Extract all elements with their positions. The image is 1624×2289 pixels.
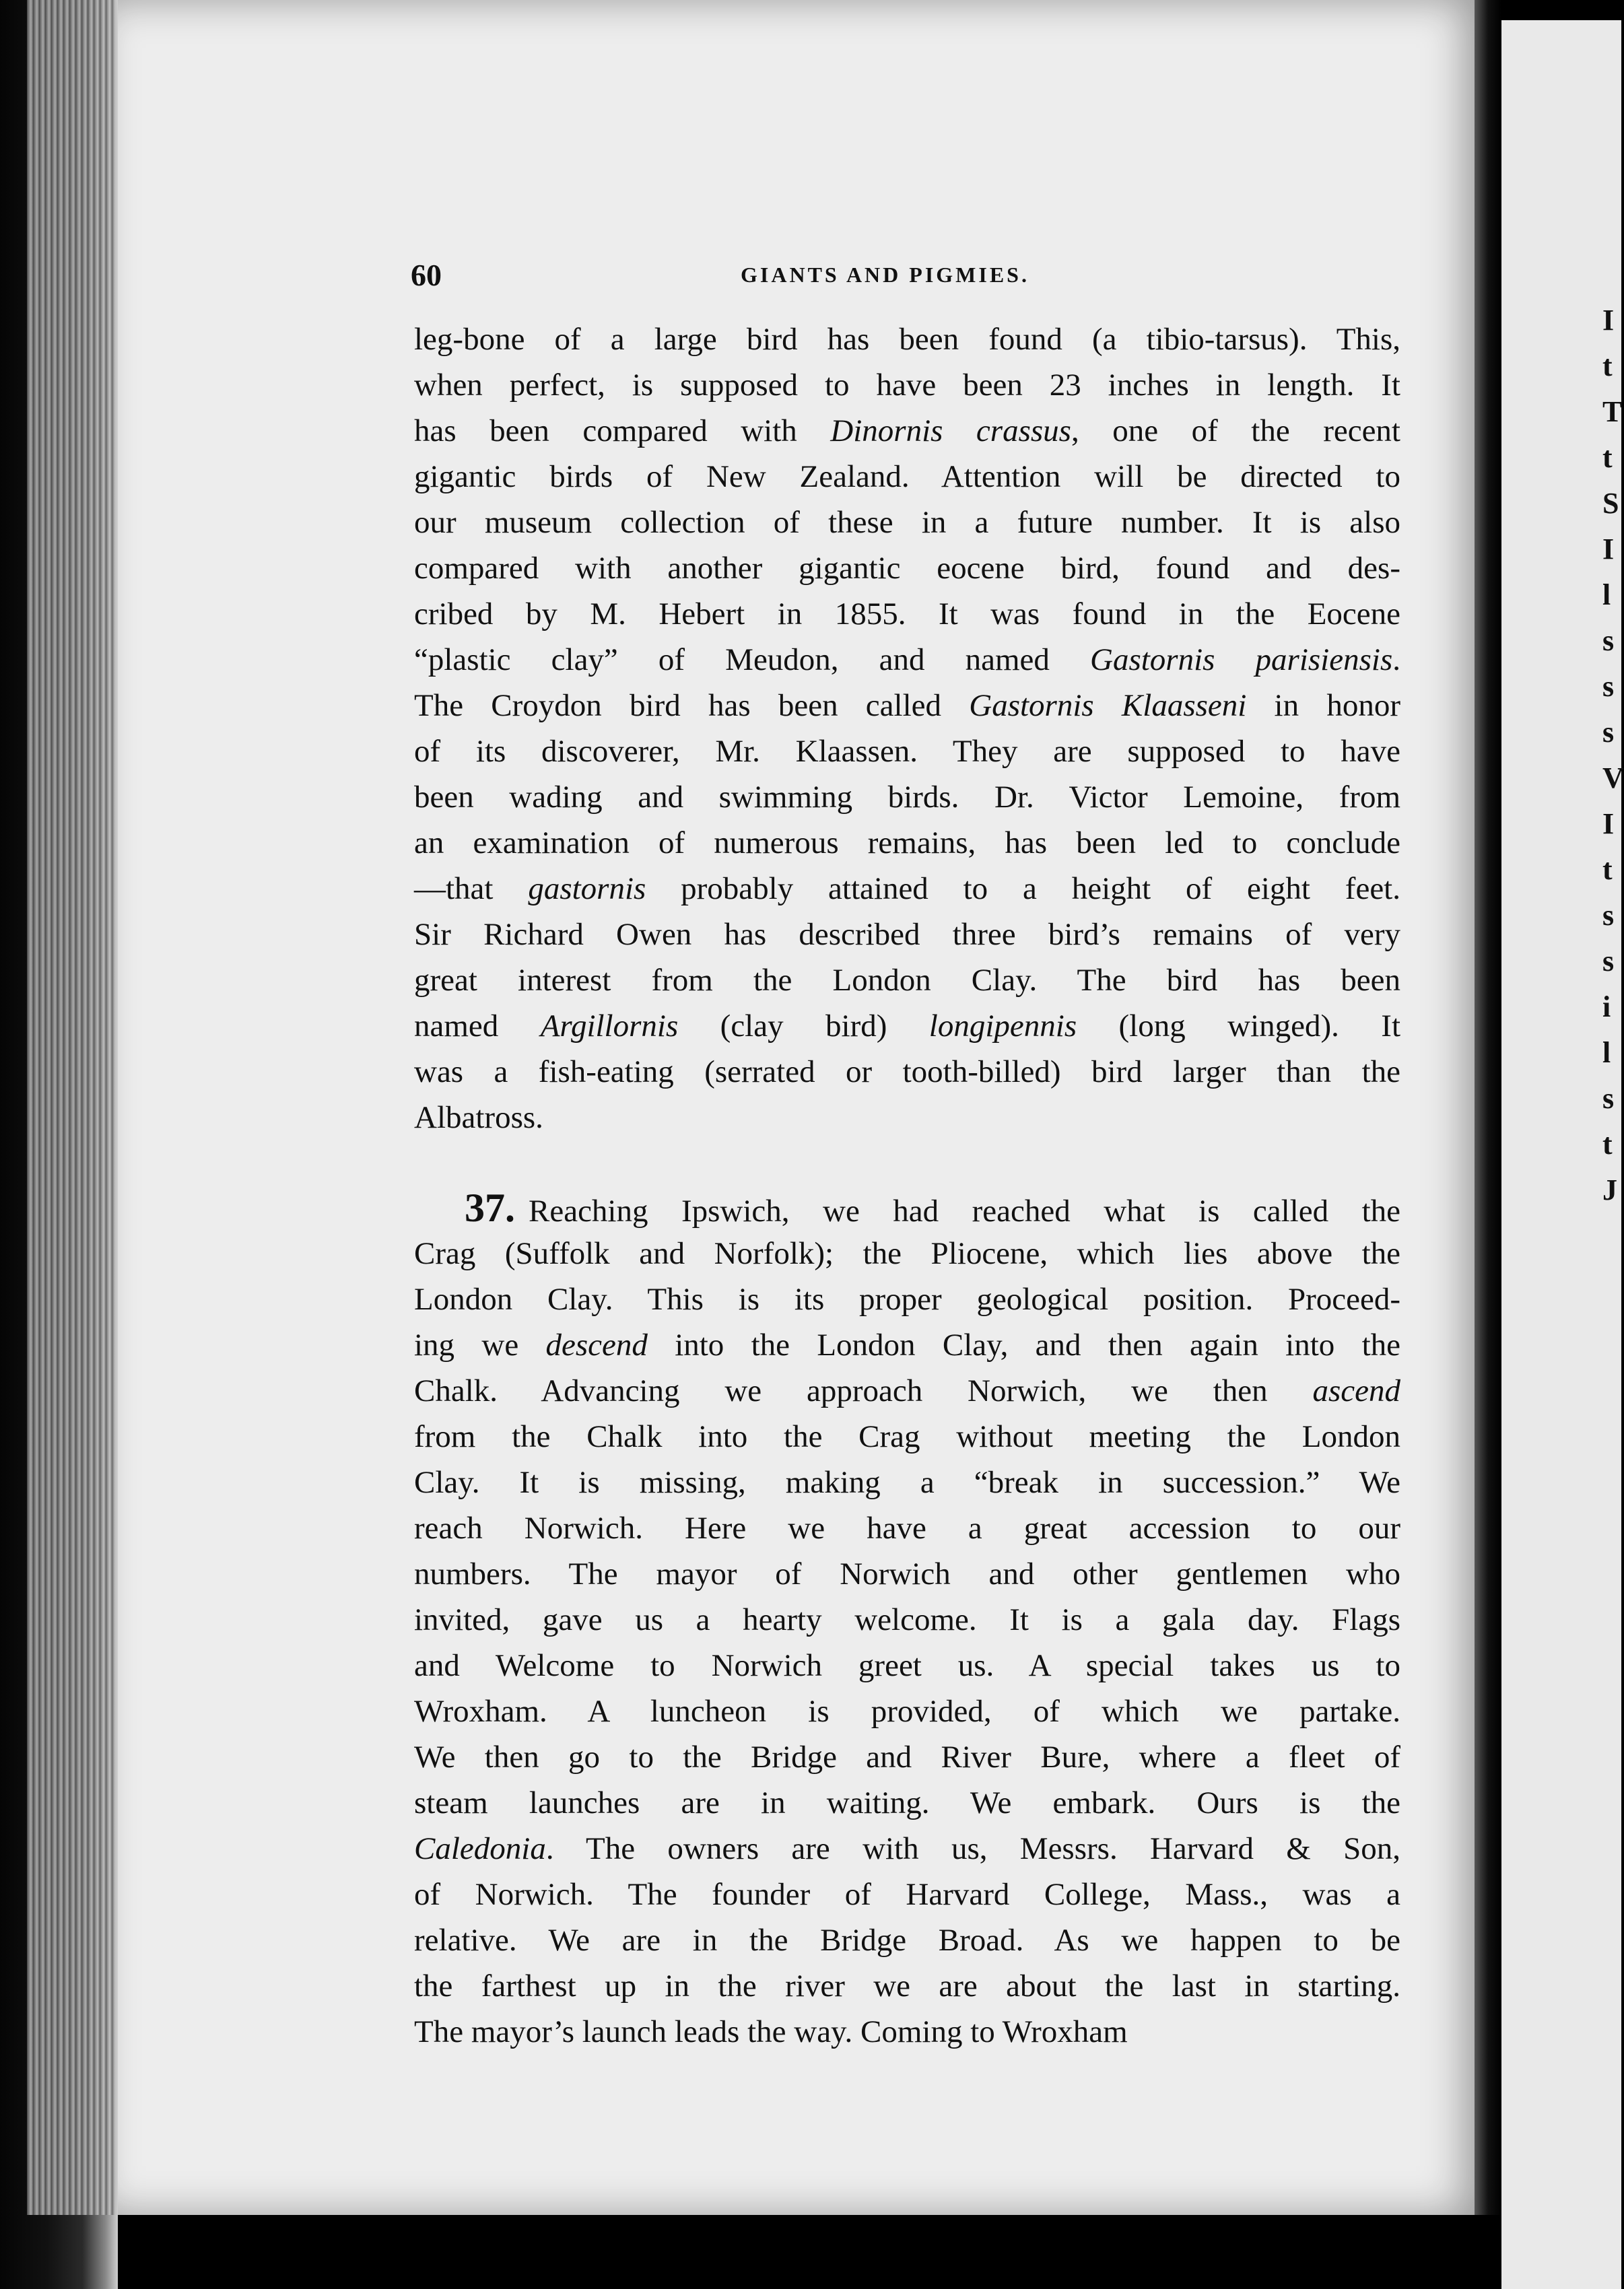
facing-page-letter: J xyxy=(1602,1173,1617,1206)
facing-page-letter: t xyxy=(1602,441,1613,474)
text-line: relative. We are in the Bridge Broad. As we happen to be xyxy=(414,1923,1400,1958)
facing-page-letter: s xyxy=(1602,670,1615,703)
text-line: the farthest up in the river we are about the last in starting. xyxy=(414,1969,1400,2004)
text-line: steam launches are in waiting. We embark. Ours is the xyxy=(414,1785,1400,1820)
text-line: has been compared with Dinornis crassus, one of the recent xyxy=(414,413,1400,448)
text-line: leg-bone of a large bird has been found (a tibio-tarsus). This, xyxy=(414,322,1400,357)
text-line: when perfect, is supposed to have been 23 inches in length. It xyxy=(414,368,1400,403)
text-line: reach Norwich. Here we have a great accession to our xyxy=(414,1511,1400,1546)
text-line: ing we descend into the London Clay, and then again into the xyxy=(414,1328,1400,1363)
facing-page-letter: l xyxy=(1602,1036,1611,1069)
running-title: GIANTS AND PIGMIES. xyxy=(741,263,1029,287)
facing-page-letter: i xyxy=(1602,990,1611,1023)
facing-page-letter: l xyxy=(1602,578,1611,611)
facing-page-letter: t xyxy=(1602,349,1613,382)
book-gutter xyxy=(1475,0,1501,2289)
facing-page-letter: t xyxy=(1602,1128,1613,1161)
facing-page-letter: I xyxy=(1602,304,1615,337)
facing-page-letter: s xyxy=(1602,716,1615,749)
text-line: Albatross. xyxy=(414,1100,543,1135)
facing-page-letter: t xyxy=(1602,853,1613,886)
page-number: 60 xyxy=(411,258,442,292)
text-line: from the Chalk into the Crag without meeting the London xyxy=(414,1419,1400,1454)
paragraph-section-37 xyxy=(414,1185,1400,2055)
facing-page-letter: s xyxy=(1602,945,1615,978)
running-header xyxy=(411,257,1407,298)
facing-page-letter: s xyxy=(1602,1082,1615,1115)
text-line: compared with another gigantic eocene bird, found and des- xyxy=(414,551,1400,586)
text-line: London Clay. This is its proper geological position. Proceed- xyxy=(414,1282,1400,1317)
page-stack-edge xyxy=(27,0,114,2215)
scan-border-bottom xyxy=(118,2215,1501,2289)
text-line: —that gastornis probably attained to a height of eight feet. xyxy=(414,871,1400,906)
facing-page-fragment xyxy=(1501,20,1624,2289)
text-line: cribed by M. Hebert in 1855. It was found in the Eocene xyxy=(414,596,1400,631)
text-line: The mayor’s launch leads the way. Coming to Wroxham xyxy=(414,2014,1128,2049)
facing-page-letter: V xyxy=(1602,761,1624,794)
text-line: Sir Richard Owen has described three bird’s remains of very xyxy=(414,917,1400,952)
text-line: been wading and swimming birds. Dr. Victor Lemoine, from xyxy=(414,780,1400,815)
text-line: of Norwich. The founder of Harvard College, Mass., was a xyxy=(414,1877,1400,1912)
facing-page-letter: I xyxy=(1602,807,1615,840)
text-line: Chalk. Advancing we approach Norwich, we then ascend xyxy=(414,1373,1400,1408)
text-line: Wroxham. A luncheon is provided, of which we partake. xyxy=(414,1694,1400,1729)
text-line: an examination of numerous remains, has been led to conclude xyxy=(414,825,1400,860)
text-line: Crag (Suffolk and Norfolk); the Pliocene, which lies above the xyxy=(414,1236,1400,1271)
text-line: “plastic clay” of Meudon, and named Gastornis parisiensis. xyxy=(414,642,1400,677)
text-line: 37. Reaching Ipswich, we had reached what is called the xyxy=(465,1186,1400,1230)
text-line: The Croydon bird has been called Gastornis Klaasseni in honor xyxy=(414,688,1400,723)
facing-page-letter: S xyxy=(1602,487,1619,520)
paragraph-continued xyxy=(414,316,1400,1140)
facing-page-letter: T xyxy=(1602,395,1623,428)
text-line: was a fish-eating (serrated or tooth-billed) bird larger than the xyxy=(414,1054,1400,1089)
text-line: Clay. It is missing, making a “break in succession.” We xyxy=(414,1465,1400,1500)
text-line: great interest from the London Clay. The bird has been xyxy=(414,963,1400,998)
text-line: our museum collection of these in a future number. It is also xyxy=(414,505,1400,540)
text-line: named Argillornis (clay bird) longipennis (long winged). It xyxy=(414,1009,1401,1044)
text-line: gigantic birds of New Zealand. Attention will be directed to xyxy=(414,459,1400,494)
facing-page-letter: I xyxy=(1602,533,1615,566)
text-line: invited, gave us a hearty welcome. It is a gala day. Flags xyxy=(414,1602,1400,1637)
text-line: Caledonia. The owners are with us, Messrs. Harvard & Son, xyxy=(414,1831,1400,1866)
facing-page-letter: s xyxy=(1602,899,1615,932)
facing-page-letter: s xyxy=(1602,624,1615,657)
text-line: numbers. The mayor of Norwich and other gentlemen who xyxy=(414,1557,1400,1592)
text-line: of its discoverer, Mr. Klaassen. They are supposed to have xyxy=(414,734,1400,769)
text-line: and Welcome to Norwich greet us. A special takes us to xyxy=(414,1648,1400,1683)
text-line: We then go to the Bridge and River Bure, where a fleet of xyxy=(414,1740,1400,1775)
section-number: 37. xyxy=(465,1186,515,1230)
